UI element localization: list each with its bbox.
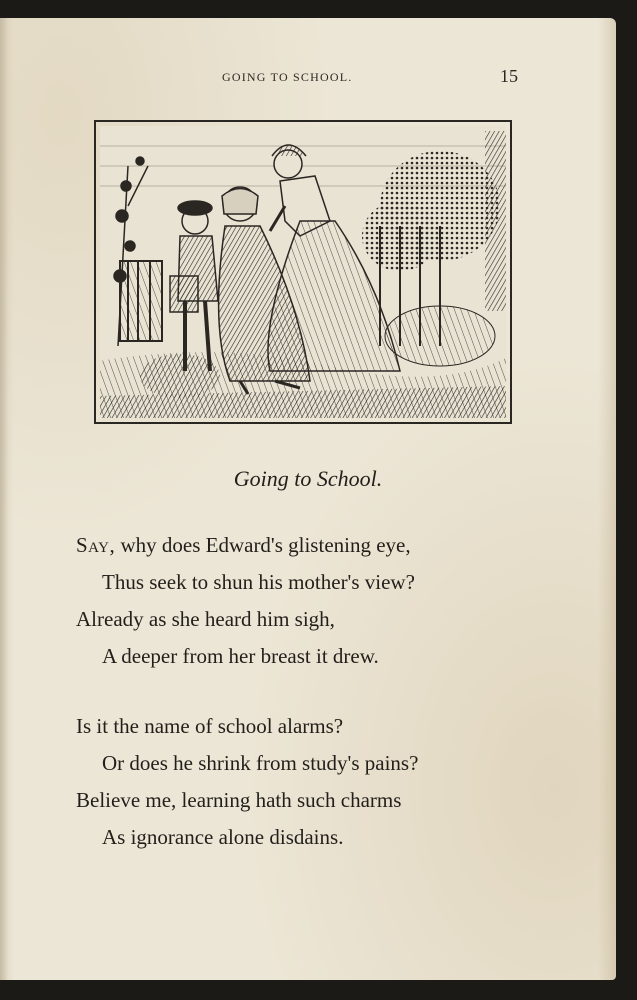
woodcut-mother-children-icon	[100, 126, 506, 418]
running-head	[0, 68, 616, 88]
poem-line: A deeper from her breast it drew.	[102, 644, 379, 668]
page-gutter	[0, 18, 8, 980]
illustration-caption: Going to School.	[233, 466, 383, 491]
poem-stanza-1	[76, 533, 556, 681]
poem-stanza-2	[76, 714, 556, 862]
woodcut-illustration	[94, 120, 512, 424]
poem-line: Or does he shrink from study's pains?	[102, 751, 419, 775]
first-word: Say,	[76, 533, 116, 557]
poem-line: Thus seek to shun his mother's view?	[102, 570, 415, 594]
running-title: GOING TO SCHOOL.	[222, 70, 353, 84]
poem-line: Is it the name of school alarms?	[76, 714, 344, 738]
poem-line: As ignorance alone disdains.	[102, 825, 344, 849]
poem-line	[76, 533, 556, 570]
poem-line: Already as she heard him sigh,	[76, 607, 335, 631]
page-number: 15	[500, 66, 518, 86]
poem-line: Believe me, learning hath such charms	[76, 788, 402, 812]
line-text: why does Edward's glistening eye,	[115, 533, 411, 557]
